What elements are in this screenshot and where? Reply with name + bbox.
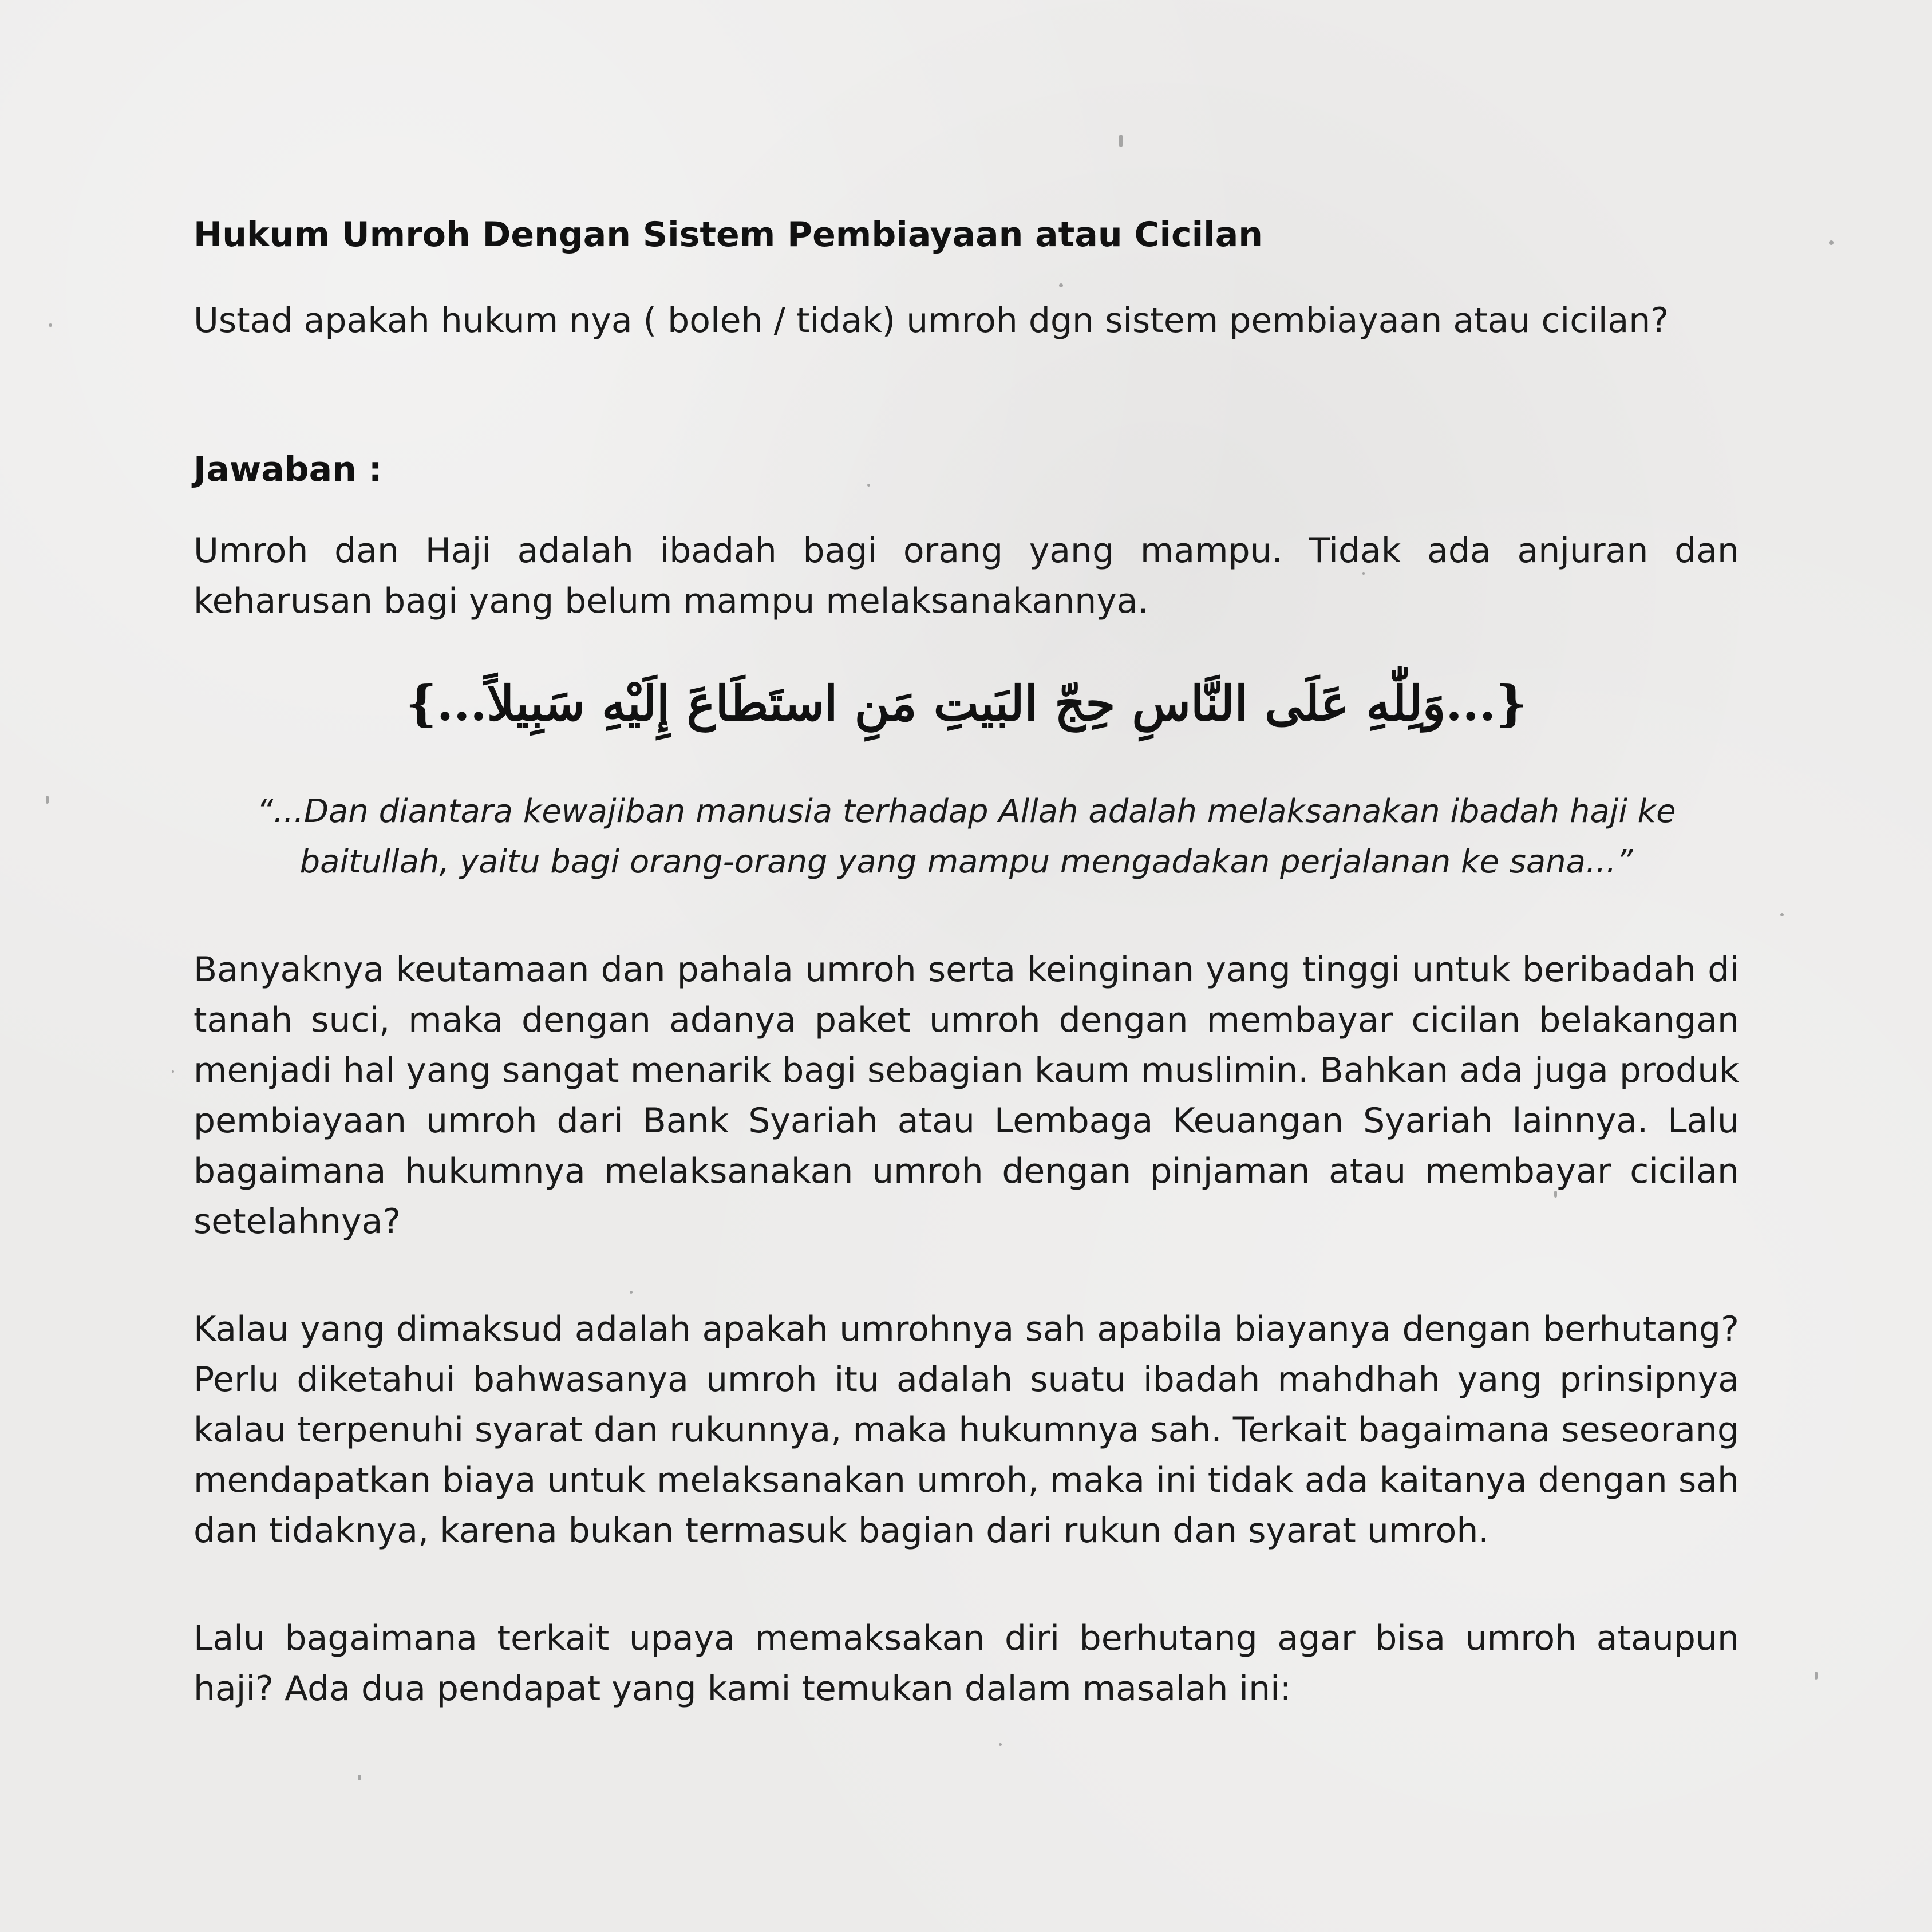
paper-speck <box>1815 1672 1818 1680</box>
paper-speck <box>999 1743 1002 1746</box>
verse-translation: “...Dan diantara kewajiban manusia terhadap Allah adalah melaksanakan ibadah haji ke baitullah, yaitu bagi orang-orang yang mampu mengadakan perjalanan ke sana...” <box>256 793 1676 880</box>
answer-paragraph-4: Lalu bagaimana terkait upaya memaksakan diri berhutang agar bisa umroh ataupun haji? Ada dua pendapat yang kami temukan dalam masalah ini: <box>193 1618 1739 1709</box>
paper-speck <box>1780 913 1784 916</box>
quran-verse: {...وَلِلّٰهِ عَلَى النَّاسِ حِجّ البَيتِ مَنِ استَطَاعَ إِلَيْهِ سَبِيلاً...} <box>405 675 1527 732</box>
answer-paragraph-3: Kalau yang dimaksud adalah apakah umrohnya sah apabila biayanya dengan berhutang? Perlu diketahui bahwasanya umroh itu adalah suatu ibadah mahdhah yang prinsipnya kalau terpenuhi syarat dan rukunnya, maka hukumnya sah. Terkait bagaimana seseorang mendapatkan biaya untuk melaksanakan umroh, maka ini tidak ada kaitanya dengan sah dan tidaknya, karena bukan termasuk bagian dari rukun dan syarat umroh. <box>193 1309 1739 1551</box>
paper-speck <box>358 1775 361 1780</box>
answer-paragraph-1: Umroh dan Haji adalah ibadah bagi orang yang mampu. Tidak ada anjuran dan keharusan bagi yang belum mampu melaksanakannya. <box>193 531 1739 621</box>
answer-paragraph-2: Banyaknya keutamaan dan pahala umroh serta keinginan yang tinggi untuk beribadah di tanah suci, maka dengan adanya paket umroh dengan membayar cicilan belakangan menjadi hal yang sangat menarik bagi sebagian kaum muslimin. Bahkan ada juga produk pembiayaan umroh dari Bank Syariah atau Lembaga Keuangan Syariah lainnya. Lalu bagaimana hukumnya melaksanakan umroh dengan pinjaman atau membayar cicilan setelahnya? <box>193 950 1739 1242</box>
paper-speck <box>49 323 52 327</box>
paper-speck <box>172 1070 174 1073</box>
paper-speck <box>46 796 49 804</box>
paper-speck <box>1119 135 1123 147</box>
answer-label: Jawaban : <box>193 449 382 489</box>
paper-speck <box>1829 240 1834 245</box>
article <box>193 206 1739 1714</box>
question-text: Ustad apakah hukum nya ( boleh / tidak) umroh dgn sistem pembiayaan atau cicilan? <box>193 301 1669 341</box>
article-title: Hukum Umroh Dengan Sistem Pembiayaan atau Cicilan <box>193 215 1263 255</box>
